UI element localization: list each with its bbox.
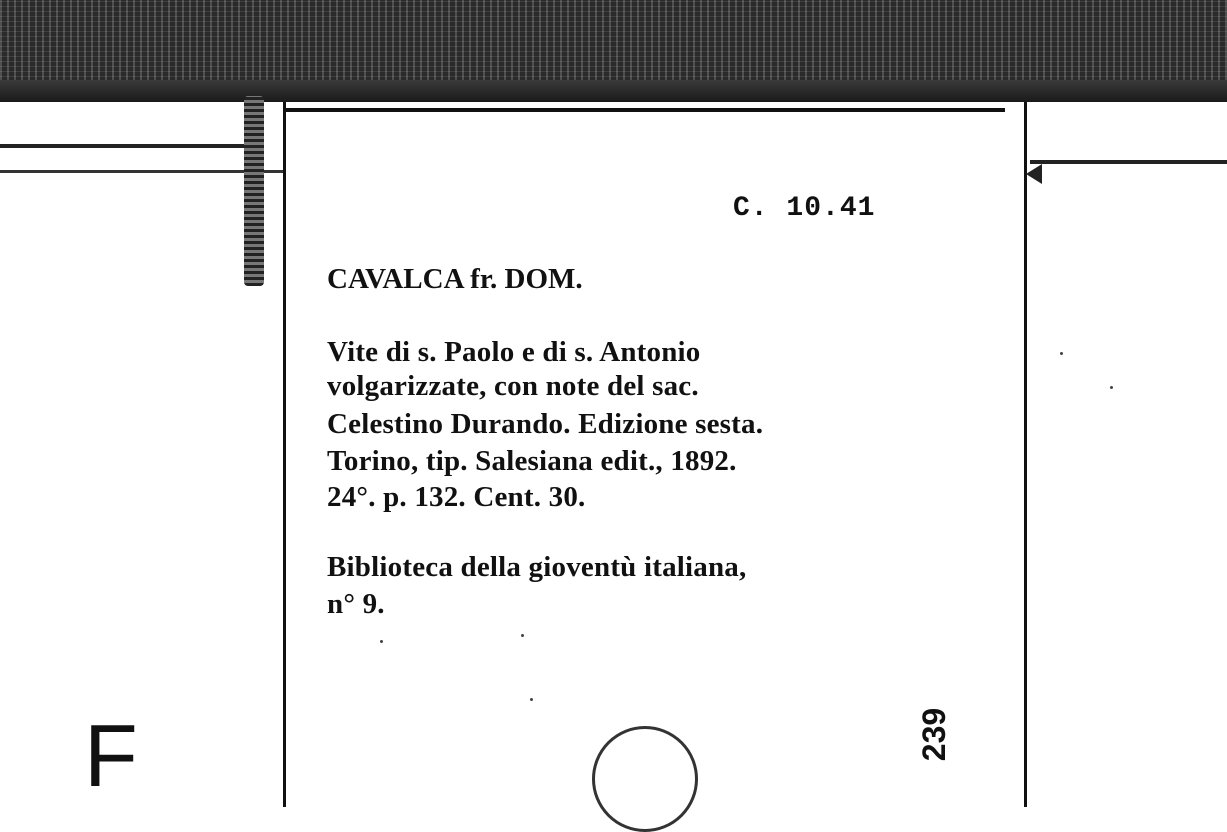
- left-card-edge-line: [0, 144, 250, 148]
- stamp-number: 239: [916, 707, 953, 762]
- description-line: Torino, tip. Salesiana edit., 1892.: [327, 445, 737, 477]
- card-top-edge: [283, 108, 1005, 112]
- speck: [380, 640, 383, 643]
- speck: [530, 698, 533, 701]
- description-line: Celestino Durando. Edizione sesta.: [327, 408, 764, 440]
- right-card-edge-line: [1030, 160, 1227, 164]
- author-heading: CAVALCA fr. DOM.: [327, 263, 583, 295]
- speck: [521, 634, 524, 637]
- description-line: 24°. p. 132. Cent. 30.: [327, 481, 586, 513]
- description-line: Vite di s. Paolo e di s. Antonio: [327, 336, 701, 368]
- speck: [1110, 386, 1113, 389]
- punch-hole: [592, 726, 698, 832]
- arrow-left-icon: [1026, 164, 1042, 184]
- series-line: Biblioteca della gioventù italiana,: [327, 551, 747, 583]
- drawer-top-shadow: [0, 80, 1227, 102]
- description-line: volgarizzate, con note del sac.: [327, 370, 699, 402]
- drawer-top-edge: [0, 0, 1227, 92]
- series-line: n° 9.: [327, 588, 385, 620]
- card-clip: [244, 96, 264, 286]
- shelf-mark: C. 10.41: [733, 193, 876, 224]
- drawer-letter: F: [84, 706, 138, 805]
- speck: [1060, 352, 1063, 355]
